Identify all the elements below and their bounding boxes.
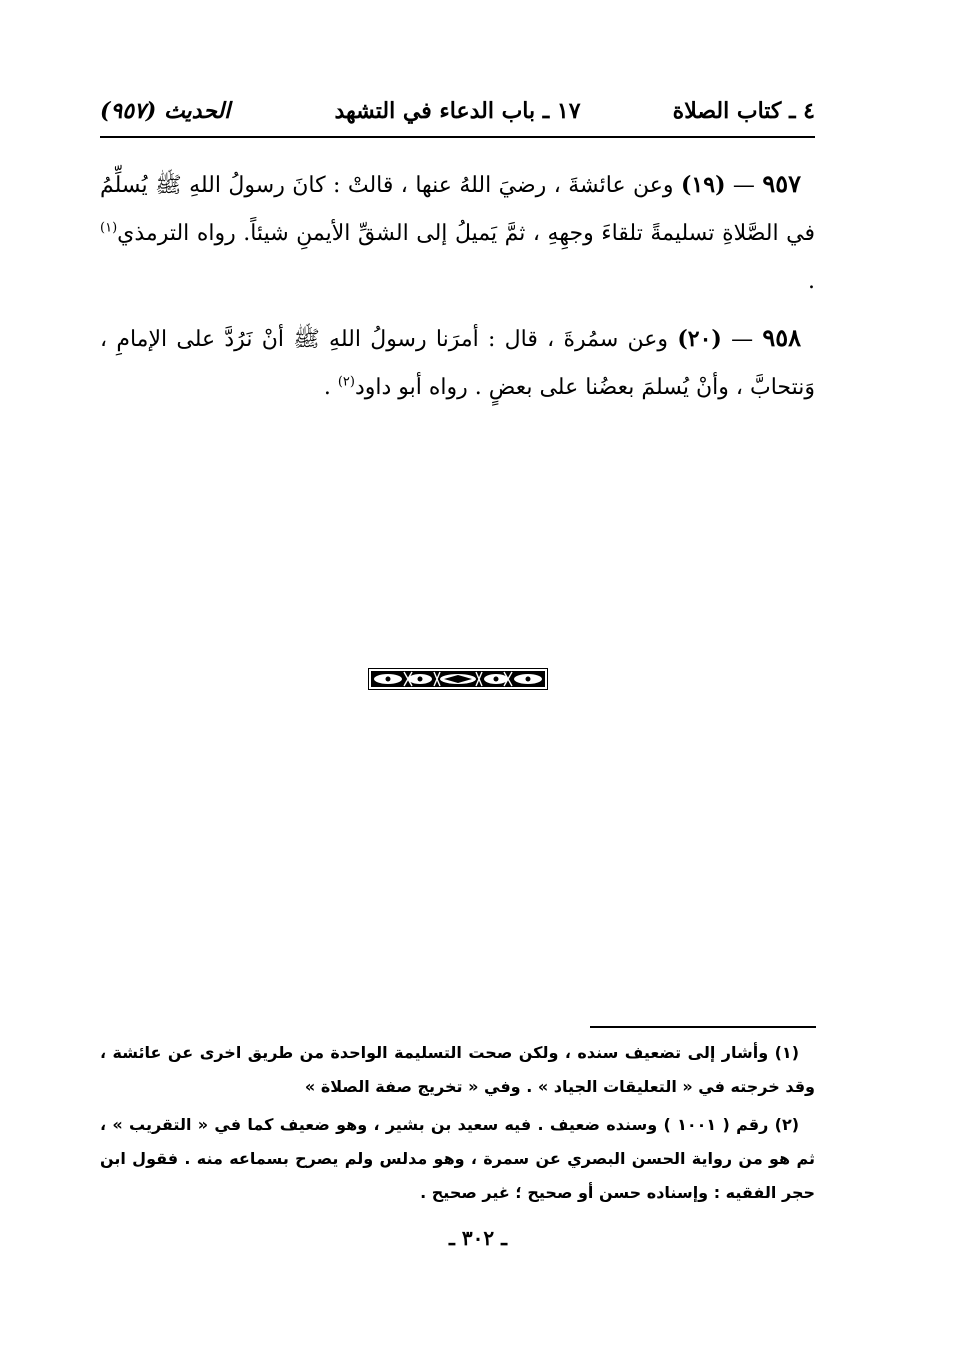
footnotes — [100, 1036, 815, 1214]
footnote-item — [100, 1036, 815, 1104]
footnote-separator — [590, 1026, 816, 1028]
header-book-title: ٤ ـ كتاب الصلاة — [672, 98, 815, 124]
hadith-text: وعن عائشةَ ، رضيَ اللهُ عنها ، قالتْ : كانَ رسولُ اللهِ ﷺ يُسلِّمُ في الصَّلاةِ تسليمةً تلقاءَ وجهِهِ ، ثمَّ يَميلُ إلى الشقِّ الأيمنِ شيئاً. رواه الترمذي — [100, 173, 815, 246]
hadith-entry — [100, 314, 815, 412]
hadith-sub-number: (٢٠) — [677, 326, 722, 352]
footnote-item — [100, 1108, 815, 1210]
hadith-text: وعن سمُرةَ ، قال : أمرَنا رسولُ اللهِ ﷺ أنْ نَرُدَّ على الإمامِ ، وَنتحابَّ ، وأنْ يُسلمَ بعضُنا على بعضٍ . رواه أبو داود — [100, 327, 815, 400]
decorative-ornament — [368, 668, 548, 690]
main-text — [100, 160, 815, 420]
footnote-text: رقم ( ١٠٠١ ) وسنده ضعيف . فيه سعيد بن بشير ، وهو ضعيف كما في « التقريب » ، ثم هو من رواية الحسن البصري عن سمرة ، وهو مدلس ولم يصرح بسماعه منه . فقول ابن حجر الفقيه : وإسناده حسن أو صحيح ؛ غير صحيح . — [100, 1115, 815, 1202]
header-chapter-title: ١٧ ـ باب الدعاء في التشهد — [334, 98, 581, 124]
page-number: ـ ٣٠٢ ـ — [449, 1226, 507, 1250]
hadith-dash: — — [721, 327, 754, 352]
hadith-end: . — [323, 375, 338, 400]
running-header — [100, 92, 815, 138]
footnote-text: وأشار إلى تضعيف سنده ، ولكن صحت التسليمة الواحدة من طريق اخرى عن عائشة ، وقد خرجته في « التعليقات الجياد » . وفي « تخريج صفة الصلاة » — [100, 1043, 815, 1096]
header-hadith-reference: الحديث (٩٥٧) — [100, 98, 231, 124]
hadith-number: ٩٥٧ — [762, 169, 802, 198]
hadith-dash: — — [725, 173, 755, 198]
hadith-sub-number: (١٩) — [681, 172, 726, 198]
footnote-reference: (١) — [100, 220, 118, 236]
hadith-entry — [100, 160, 815, 306]
footnote-reference: (٢) — [337, 374, 355, 390]
footnote-marker: (١) — [774, 1043, 799, 1062]
footnote-marker: (٢) — [774, 1115, 800, 1134]
hadith-end: . — [808, 269, 815, 294]
hadith-number: ٩٥٨ — [762, 323, 802, 352]
